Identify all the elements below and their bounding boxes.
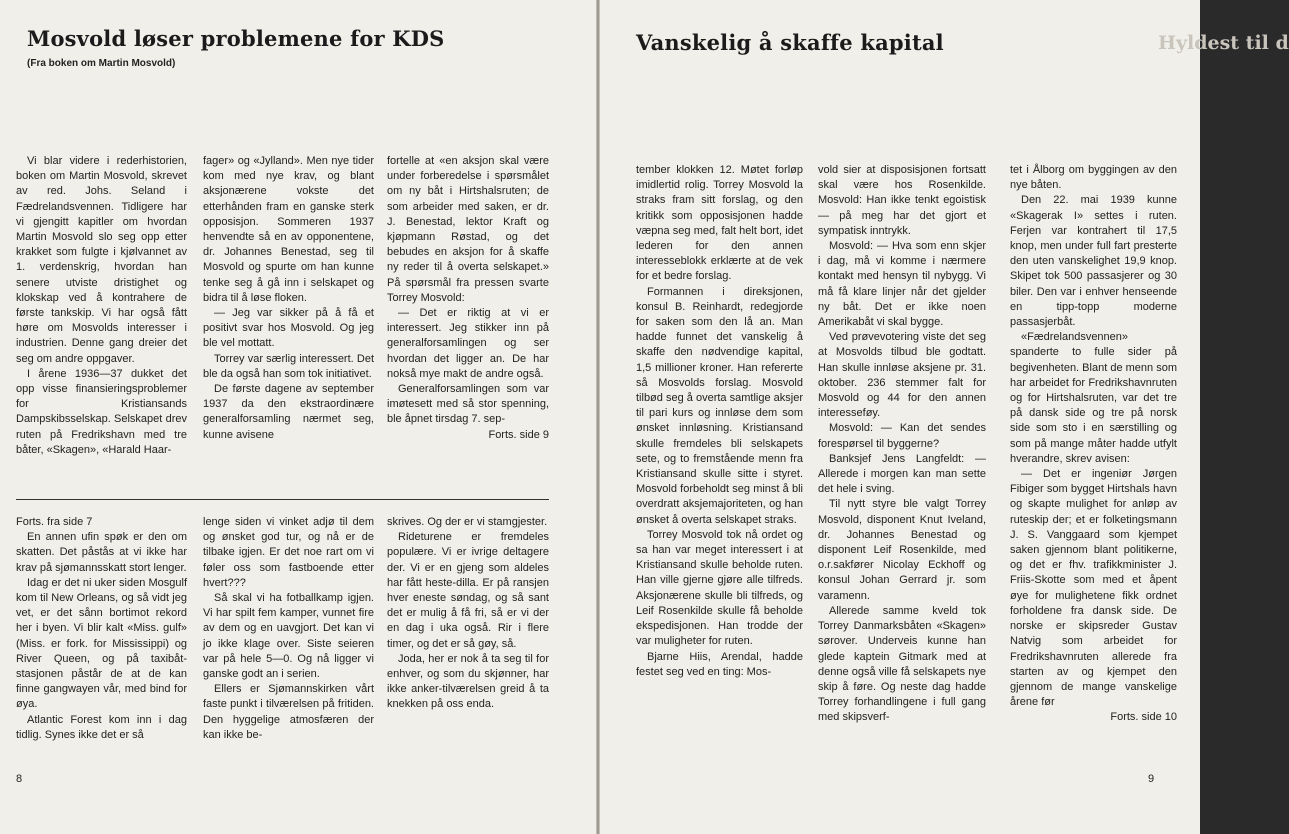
paragraph: Joda, her er nok å ta seg til for enhver, og som du skjønner, har ikke anker-tilværelsen greid å ta knekken på oss enda. [387, 652, 549, 711]
paragraph: tember klokken 12. Møtet forløp imidlertid rolig. Torrey Mosvold la straks fram sitt forslag, og den kritikk som opposisjonen hadde væpna seg med, falt helt bort, idet lederen for den annen interesseblokk erklærte at de vek for et bedre forslag. [636, 164, 803, 283]
paragraph: De første dagene av september 1937 da den ekstraordinære generalforsamling nærmet seg, kunne avisene [203, 383, 374, 441]
paragraph: Torrey var særlig interessert. Det ble da også han som tok initiativet. [203, 352, 374, 380]
page-number: 9 [1148, 773, 1155, 785]
paragraph: Generalforsamlingen som var imøtesett med så stor spenning, ble åpnet tirsdag 7. sep- [387, 383, 549, 426]
divider-line [16, 499, 549, 500]
left-headline: Mosvold løser problemene for KDS [27, 26, 445, 51]
paragraph: Mosvold: — Hva som enn skjer i dag, må vi komme i nærmere kontakt med hensyn til nybygg. Vi må få klare linjer når det gjelder ny båt. Det er ikke noen Amerikabåt vi skal bygge. [818, 240, 986, 329]
article-column [203, 154, 374, 443]
continued-from-note: Forts. fra side 7 [16, 516, 93, 528]
paragraph: fortelle at «en aksjon skal være under forberedelse i spørsmålet om ny båt i Hirtshalsruten; de som arbeider med saken, er dr. J. Benestad, lektor Kraft og kjøpmann Røstad, og det bebudes en aksjon for å skaffe ny reder til å overta selskapet.» På spørsmål fra pressen svarte Torrey Mosvold: [387, 155, 549, 304]
paragraph: vold sier at disposisjonen fortsatt skal være hos Rosenkilde. Mosvold: Han ikke tenkt egoistisk — på meg har det gjort et sympatisk inntrykk. [818, 164, 986, 237]
paragraph: Den 22. mai 1939 kunne «Skagerak I» settes i ruten. Ferjen var kontrahert til 17,5 knop, men under full fart presterte den uten vanskelighet 19,9 knop. Skipet tok 500 passasjerer og 30 biler. Den var i enhver henseende en tipp-topp moderne passasjerbåt. [1010, 194, 1177, 329]
paragraph: — Det er riktig at vi er interessert. Jeg stikker inn på generalforsamlingen og ser hvordan det ligger an. De har nokså mye makt de andre også. [387, 307, 549, 380]
paragraph: Rideturene er fremdeles populære. Vi er ivrige deltagere der. Vi er en gjeng som aldeles har fått heste-dilla. Er på ransjen hver eneste søndag, og så sant det er mulig å få fri, så er vi der en dag i uka også. Rir i flere timer, og det er så gøy, så. [387, 531, 549, 650]
paragraph: Formannen i direksjonen, konsul B. Reinhardt, redegjorde for saken som den lå an. Man hadde funnet det vanskelig å skaffe den nødvendige kapital, 1,5 millioner kroner. Han refererte så Mosvolds forslag. Mosvold tilbød seg å overta samtlige aksjer til pari kurs og innløse dem som ønsket innløsning. Kristiansand skulle fremdeles bli selskapets sete, og to fremstående menn fra Kristiansand skulle sitte i styret. Mosvold forbeholdt seg minst å bli overdratt aksjemajoriteten, og han ønsket å overta selskapet straks. [636, 285, 803, 526]
article-column [636, 163, 803, 680]
paragraph: Atlantic Forest kom inn i dag tidlig. Synes ikke det er så [16, 713, 187, 741]
paragraph: Til nytt styre ble valgt Torrey Mosvold, disponent Knut Iveland, dr. Johannes Benestad og disponent Leif Rosenkilde, med o.r.sakfører Nicolay Eckhoff og konsul Johan Gerrard jr. som varamenn. [818, 498, 986, 602]
paragraph: Torrey Mosvold tok nå ordet og sa han var meget interessert i at Kristiansand skulle beholde ruten. Han ville gjerne gjøre alle tilfreds. Aksjonærene skulle bli tilfreds, og Leif Rosenkilde skulle få beholde ekspedisjonen. Han trodde der var muligheter for ruten. [636, 528, 803, 648]
article-column [818, 163, 986, 726]
bleed-through-text: Hyldest til d [1158, 32, 1289, 54]
article-column [16, 154, 187, 458]
right-headline: Vanskelig å skaffe kapital [636, 30, 944, 55]
paragraph: I årene 1936—37 dukket det opp visse finansieringsproblemer for Kristiansands Dampskibsselskap. Selskapet drev ruten på Fredrikshavn med tre båter, «Skagen», «Harald Haar- [16, 367, 187, 456]
continued-note: Forts. side 9 [488, 428, 549, 441]
paragraph: Ved prøvevotering viste det seg at Mosvolds tilbud ble godtatt. Han skulle innløse aksjene pr. 31. oktober. 236 stemmer falt for Mosvold og 44 for den annen interesseføy. [818, 331, 986, 420]
paragraph: lenge siden vi vinket adjø til dem og ønsket god tur, og nå er de tilbake igjen. Er det noe rart om vi føler oss som fastboende etter hvert??? [203, 516, 374, 589]
bottom-column [16, 515, 187, 743]
paragraph: tet i Ålborg om byggingen av den nye båten. [1010, 164, 1177, 192]
paragraph: skrives. Og der er vi stamgjester. [387, 516, 548, 528]
continued-note: Forts. side 10 [1110, 711, 1177, 724]
paragraph: — Det er ingeniør Jørgen Fibiger som bygget Hirtshals havn og skapte mulighet for anløp av ruteskip der; et er folketingsmann J. S. Vanggaard som kjempet saken gjennom blant politikerne, og det er fhv. trafikkminister J. Friis-Skotte som med et åpent øye for mulighetene fikk ordnet forholdene fra dansk side. De norske er skipsreder Gustav Natvig som arbeidet for Fredrikshavnruten allerede fra starten av og kjempet den gjennom de mange vanskelige årene før [1010, 468, 1177, 709]
paragraph: Allerede samme kveld tok Torrey Danmarksbåten «Skagen» sørover. Underveis kunne han glede kaptein Gitmark med at denne også ville få selskapets nye skip å føre. Og neste dag hadde Torrey forhandlingene i full gang med skipsverf- [818, 604, 986, 724]
right-page [600, 0, 1289, 834]
article-column [387, 154, 549, 443]
paragraph: Idag er det ni uker siden Mosgulf kom til New Orleans, og så vidt jeg vet, er det sånn bortimot rekord her i byen. Vi blir kalt «Miss. gulf» (Miss. er fork. for Mississippi) og River Queen, og på taxibåt-stasjonen påstår de at de kan finne gangwayen vår, med bind for øya. [16, 576, 187, 711]
article-column [1010, 163, 1177, 726]
left-page [0, 0, 596, 834]
bottom-column [387, 515, 549, 713]
paragraph: Banksjef Jens Langfeldt: — Allerede i morgen kan man sette det hele i sving. [818, 452, 986, 496]
paragraph: — Jeg var sikker på å få et positivt svar hos Mosvold. Og jeg ble vel mottatt. [203, 307, 374, 350]
paragraph: Ellers er Sjømannskirken vårt faste punkt i tilværelsen på fritiden. Den hyggelige atmosfæren der kan ikke be- [203, 683, 374, 741]
paragraph: Bjarne Hiis, Arendal, hadde festet seg ved en ting: Mos- [636, 650, 803, 678]
left-subtitle: (Fra boken om Martin Mosvold) [27, 58, 176, 69]
bottom-column [203, 515, 374, 743]
paragraph: Så skal vi ha fotballkamp igjen. Vi har spilt fem kamper, vunnet fire av dem og en uavgjort. Det kan vi jo ikke klage over. Siste seieren var på hele 5—0. Og nå ligger vi ganske godt an i serien. [203, 592, 374, 681]
paragraph: En annen ufin spøk er den om skatten. Det påstås at vi ikke har krav på sjømannsskatt stort lenger. [16, 531, 187, 574]
paragraph: Mosvold: — Kan det sendes forespørsel til byggerne? [818, 422, 986, 450]
paragraph: Vi blar videre i rederhistorien, boken om Martin Mosvold, skrevet av red. Johs. Seland i Fædrelandsvennen. Tidligere har vi gjengitt kapitler om hvordan Martin Mosvold slo seg opp etter krakket som fulgte i kjølvannet av 1. verdenskrig, hvordan han senere utviste dristighet og klokskap ved å kontrahere de første tankskip. Vi har også fått høre om Mosvolds interesser i industrien. Denne gang dreier det seg om andre oppgaver. [16, 155, 187, 365]
paragraph: fager» og «Jylland». Men nye tider kom med nye krav, og blant aksjonærene vokste det etterhånden fram en ganske sterk opposisjon. Sommeren 1937 henvendte så en av opponentene, dr. Johannes Benestad, seg til Mosvold og spurte om han kunne tenke seg å gå inn i selskapet og bidra til å løse floken. [203, 155, 374, 304]
page-number: 8 [16, 773, 23, 785]
paragraph: «Fædrelandsvennen» spanderte to fulle sider på begivenheten. Blant de menn som har arbeidet for Fredrikshavnruten og for Hirtshalsruten, var det tre på dansk side og tre på norsk side som sto i en særstilling og som på mange måter hadde utfylt hverandre, skrev avisen: [1010, 331, 1177, 465]
